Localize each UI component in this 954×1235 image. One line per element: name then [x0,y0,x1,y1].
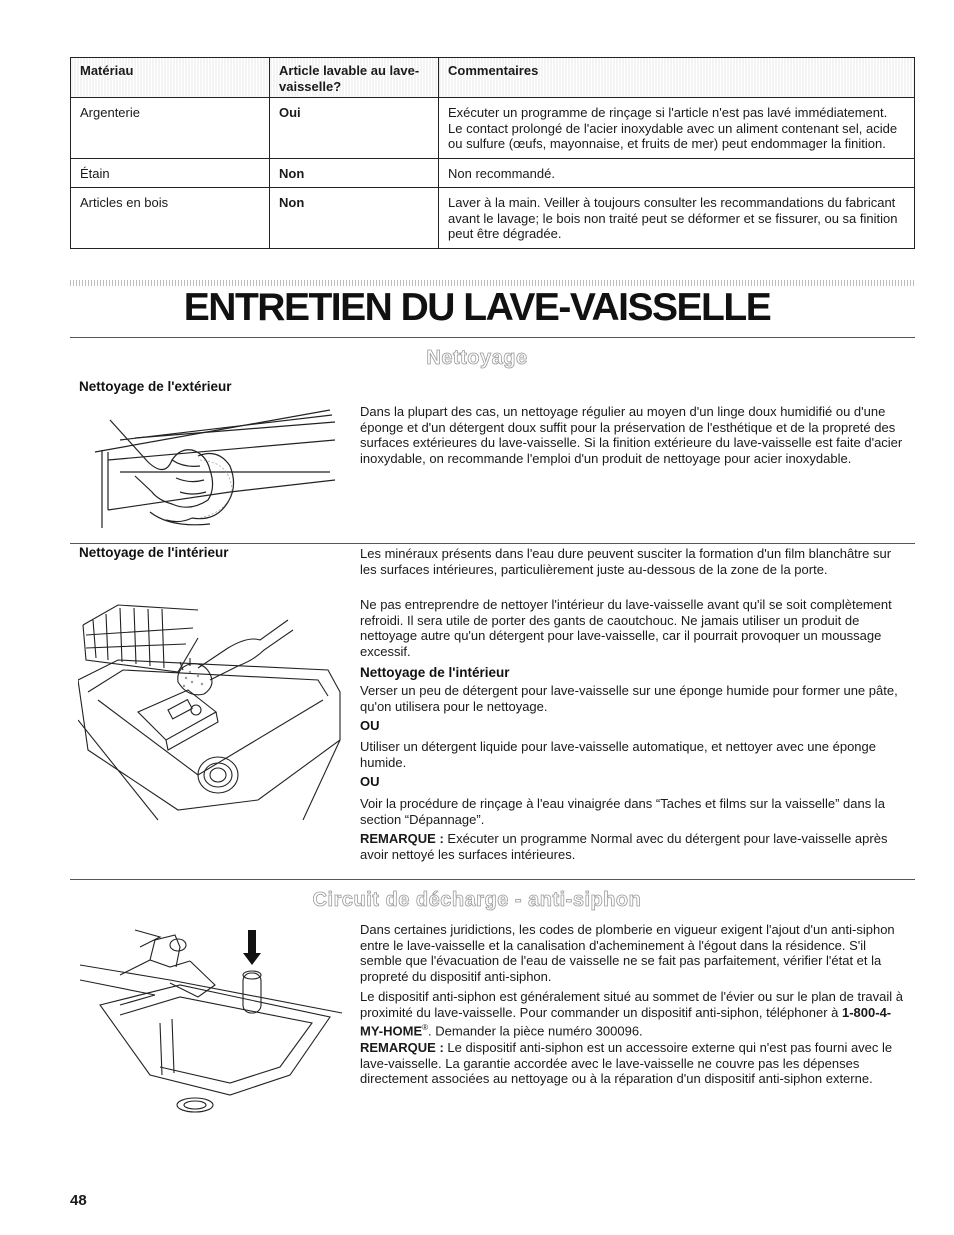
cell-comment: Exécuter un programme de rinçage si l'article n'est pas lavé immédiatement. Le contact prolongé de l'acier inoxydable avec un aliment contenant sel, acide ou sulfure (œufs, mayonnaise, et fruits de mer) peut endommager la finition. [439,98,915,159]
circuit-p2-text: Le dispositif anti-siphon est généralement situé au sommet de l'évier ou sur le plan de travail à proximité du lave-vaisselle. Pour commander un dispositif anti-siphon, téléphoner à [360,989,904,1020]
table-row [71,98,915,159]
circuit-paragraph-2 [360,989,910,1039]
interior-rule [70,543,915,544]
circuit-note [360,1040,910,1087]
cell-washable: Non [270,188,439,249]
interior-cleaning-illustration [78,600,342,822]
title-rule [70,337,915,338]
section-title-circuit: Circuit de décharge - anti-siphon [312,889,642,911]
note-text: Exécuter un programme Normal avec du détergent pour lave-vaisselle après avoir nettoyé les surfaces intérieures. [360,831,888,862]
note-text: Le dispositif anti-siphon est un accessoire externe qui n'est pas fourni avec le lave-vaisselle. La garantie accordée avec le lave-vaisselle ne couvre pas les dépenses directement associées au nettoyage ou à la réparation d'un dispositif anti-siphon externe. [360,1040,893,1087]
exterior-cleaning-illustration [80,400,342,535]
note-label: REMARQUE : [360,831,444,846]
page-title: ENTRETIEN DU LAVE-VAISSELLE [183,286,771,329]
cell-material: Argenterie [71,98,270,159]
cell-washable: Non [270,158,439,188]
note-label: REMARQUE : [360,1040,444,1055]
table-header-row [71,58,915,98]
cell-material: Étain [71,158,270,188]
col-header-comments: Commentaires [439,58,915,98]
exterior-text: Dans la plupart des cas, un nettoyage régulier au moyen d'un linge doux humidifié ou d'une éponge et d'un détergent doux suffit pour la préservation de l'esthétique et de la propreté des surfaces extérieures du lave-vaisselle. Si la finition extérieure du lave-vaisselle est faite d'acier inoxydable, on recommande l'emploi d'un produit de nettoyage pour acier inoxydable. [360,404,903,467]
cell-washable: Oui [270,98,439,159]
materials-table [70,57,915,249]
registered-mark: ® [422,1023,429,1033]
circuit-paragraph-1: Dans certaines juridictions, les codes de plomberie en vigueur exigent l'ajout d'un anti-siphon entre le lave-vaisselle et la canalisation d'acheminement à l'égout dans la résidence. S'il semble que l'évacuation de l'eau de vaisselle ne se fait pas parfaitement, vérifier l'état et la propreté du dispositif anti-siphon. [360,922,895,985]
interior-note [360,831,910,862]
table-row [71,158,915,188]
table-row [71,188,915,249]
cell-material: Articles en bois [71,188,270,249]
interior-paragraph-5: Voir la procédure de rinçage à l'eau vinaigrée dans “Taches et films sur la vaisselle” dans la section “Dépannage”. [360,796,885,827]
col-header-material: Matériau [71,58,270,98]
interior-subheading: Nettoyage de l'intérieur [360,665,510,680]
or-label: OU [360,774,380,789]
cell-comment: Laver à la main. Veiller à toujours consulter les recommandations du fabricant avant le lavage; le bois non traité peut se déformer et se fissurer, ou sa finition peut être dégradée. [439,188,915,249]
interior-paragraph-3: Verser un peu de détergent pour lave-vaisselle sur une éponge humide pour former une pâte, qu'on utilisera pour le nettoyage. [360,683,898,714]
circuit-rule [70,879,915,880]
exterior-heading: Nettoyage de l'extérieur [79,379,232,394]
interior-heading: Nettoyage de l'intérieur [79,545,229,560]
circuit-p2-end: . Demander la pièce numéro 300096. [428,1023,643,1039]
interior-paragraph-1: Les minéraux présents dans l'eau dure peuvent susciter la formation d'un film blanchâtre sur les surfaces intérieures, particulièrement juste au-dessous de la zone de la porte. [360,546,892,577]
phone-number: 1-800-4-MY-HOME [360,1004,892,1039]
cell-comment: Non recommandé. [439,158,915,188]
or-label: OU [360,718,380,733]
interior-paragraph-2: Ne pas entreprendre de nettoyer l'intérieur du lave-vaisselle avant qu'il se soit complètement refroidi. Il sera utile de porter des gants de caoutchouc. Ne jamais utiliser un produit de nettoyage autre qu'un détergent pour lave-vaisselle, car il pourrait provoquer un moussage excessif. [360,597,892,660]
section-title-nettoyage: Nettoyage [426,347,528,369]
page-number: 48 [70,1192,87,1209]
sink-air-gap-illustration [80,925,344,1115]
interior-paragraph-4: Utiliser un détergent liquide pour lave-vaisselle automatique, et nettoyer avec une éponge humide. [360,739,876,770]
col-header-washable: Article lavable au lave-vaisselle? [270,58,439,98]
